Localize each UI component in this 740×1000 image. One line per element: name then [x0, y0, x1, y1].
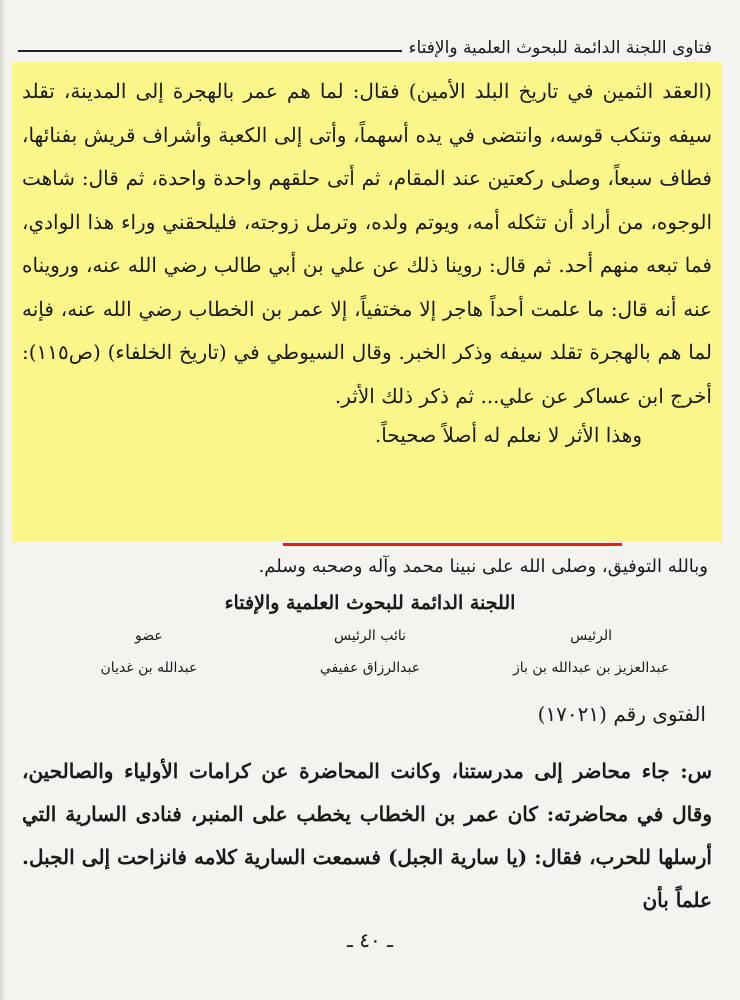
member-chairman: عبدالعزيز بن عبدالله بن باز	[512, 660, 670, 676]
passage-text: (العقد الثمين في تاريخ البلد الأمين) فقال: لما هم عمر بالهجرة إلى المدينة، تقلد سيفه وتنكب قوسه، وانتضى في يده أسهماً، وأتى إلى الكعبة وأشراف قريش بفنائها، فطاف سبعاً، وصلى ركعتين عند المقام، ثم أتى حلقهم واحدة واحدة، ثم قال: شاهت الوجوه، من أراد أن تثكله أمه، ويوتم ولده، وترمل زوجته، فليلحقني وراء هذا الوادي، فما تبعه منهم أحد. ثم قال: روينا ذلك عن علي بن أبي طالب رضي الله عنه، ورويناه عنه أنه قال: ما علمت أحداً هاجر إلا مختفياً، إلا عمر بن الخطاب رضي الله عنه، فإنه لما هم بالهجرة تقلد سيفه وذكر الخبر. وقال السيوطي في (تاريخ الخلفاء) (ص١١٥): أخرج ابن عساكر عن علي... ثم ذكر ذلك الأثر.	[22, 79, 712, 408]
signature-names	[40, 660, 700, 676]
passage-conclusion: وهذا الأثر لا نعلم له أصلاً صحيحاً.	[374, 423, 642, 447]
question-block	[22, 750, 712, 922]
committee-name: اللجنة الدائمة للبحوث العلمية والإفتاء	[224, 592, 516, 614]
page-edge-shadow	[0, 0, 6, 1000]
signature-roles	[40, 628, 700, 644]
header-rule	[18, 50, 402, 52]
running-title: فتاوى اللجنة الدائمة للبحوث العلمية والإفتاء	[408, 38, 712, 58]
fatwa-number: الفتوى رقم (١٧٠٢١)	[537, 702, 706, 726]
question-text: س: جاء محاضر إلى مدرستنا، وكانت المحاضرة عن كرامات الأولياء والصالحين، وقال في محاضرته: كان عمر بن الخطاب يخطب على المنبر، فنادى السارية التي أرسلها للحرب، فقال: (يا سارية الجبل) فسمعت السارية كلامه فانزاحت إلى الجبل. علماً بأن	[22, 759, 712, 912]
closing-line: وبالله التوفيق، وصلى الله على نبينا محمد وآله وصحبه وسلم.	[258, 556, 708, 577]
member-vice-chairman: عبدالرزاق عفيفي	[319, 660, 421, 676]
role-vice-chairman: نائب الرئيس	[333, 628, 407, 644]
role-member: عضو	[135, 628, 163, 644]
highlighted-passage	[22, 70, 712, 458]
page-number: ـ ٤٠ ـ	[347, 928, 393, 952]
member-member: عبدالله بن غديان	[100, 660, 198, 676]
role-chairman: الرئيس	[570, 628, 613, 644]
running-header	[18, 34, 712, 58]
red-underline-mark	[283, 543, 622, 546]
